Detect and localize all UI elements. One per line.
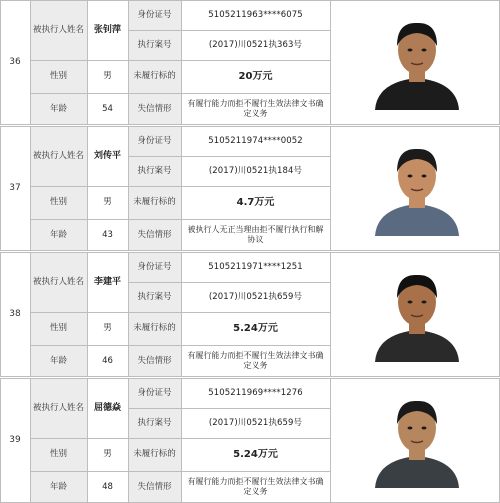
grid-line bbox=[87, 378, 88, 503]
grid-line bbox=[30, 438, 330, 439]
grid-line bbox=[30, 345, 330, 346]
grid-line bbox=[87, 126, 88, 251]
unfulfilled-amount: 5.24万元 bbox=[181, 312, 330, 345]
grid-line bbox=[0, 126, 500, 127]
portrait-photo bbox=[330, 378, 500, 503]
id-number-label: 身份证号 bbox=[128, 0, 181, 30]
grid-line bbox=[330, 126, 331, 251]
id-number: 5105211971****1251 bbox=[181, 252, 330, 282]
dishonesty-label: 失信情形 bbox=[128, 345, 181, 377]
gender-value: 男 bbox=[87, 312, 128, 345]
record-index: 36 bbox=[0, 0, 30, 125]
unfulfilled-amount: 4.7万元 bbox=[181, 186, 330, 219]
grid-line bbox=[0, 252, 500, 253]
id-number-label: 身份证号 bbox=[128, 252, 181, 282]
grid-line bbox=[330, 0, 331, 125]
unfulfilled-label: 未履行标的 bbox=[128, 186, 181, 219]
photo-eye bbox=[408, 301, 413, 304]
grid-line bbox=[128, 0, 129, 125]
record-index: 37 bbox=[0, 126, 30, 251]
id-number: 5105211974****0052 bbox=[181, 126, 330, 156]
case-number: (2017)川0521执659号 bbox=[181, 408, 330, 438]
grid-line bbox=[0, 376, 500, 377]
photo-eye bbox=[422, 49, 427, 52]
dishonesty-label: 失信情形 bbox=[128, 219, 181, 251]
id-number: 5105211969****1276 bbox=[181, 378, 330, 408]
portrait-photo bbox=[330, 0, 500, 125]
case-number: (2017)川0521执363号 bbox=[181, 30, 330, 60]
age-label: 年龄 bbox=[30, 471, 87, 503]
executee-name-label: 被执行人姓名 bbox=[30, 0, 87, 60]
case-number: (2017)川0521执184号 bbox=[181, 156, 330, 186]
age-label: 年龄 bbox=[30, 345, 87, 377]
grid-line bbox=[30, 219, 330, 220]
executee-name: 屈德焱 bbox=[87, 378, 128, 438]
record-block bbox=[0, 378, 500, 503]
case-number-label: 执行案号 bbox=[128, 156, 181, 186]
grid-line bbox=[30, 378, 31, 503]
grid-line bbox=[128, 378, 129, 503]
grid-line bbox=[181, 378, 182, 503]
unfulfilled-amount: 20万元 bbox=[181, 60, 330, 93]
case-number-label: 执行案号 bbox=[128, 282, 181, 312]
id-number-label: 身份证号 bbox=[128, 126, 181, 156]
grid-line bbox=[181, 252, 182, 377]
gender-value: 男 bbox=[87, 438, 128, 471]
gender-value: 男 bbox=[87, 186, 128, 219]
gender-label: 性别 bbox=[30, 312, 87, 345]
photo-eye bbox=[422, 175, 427, 178]
unfulfilled-label: 未履行标的 bbox=[128, 438, 181, 471]
grid-line bbox=[30, 252, 31, 377]
age-value: 43 bbox=[87, 219, 128, 251]
grid-line bbox=[30, 93, 330, 94]
age-value: 48 bbox=[87, 471, 128, 503]
portrait-photo bbox=[330, 252, 500, 377]
id-number: 5105211963****6075 bbox=[181, 0, 330, 30]
record-block bbox=[0, 126, 500, 251]
photo-eye bbox=[408, 49, 413, 52]
grid-line bbox=[330, 252, 331, 377]
grid-line bbox=[0, 0, 500, 1]
gender-label: 性别 bbox=[30, 186, 87, 219]
age-value: 54 bbox=[87, 93, 128, 125]
grid-line bbox=[128, 252, 129, 377]
executee-name: 刘传平 bbox=[87, 126, 128, 186]
grid-line bbox=[181, 126, 182, 251]
record-index: 39 bbox=[0, 378, 30, 503]
grid-line bbox=[30, 312, 330, 313]
dishonesty-value: 被执行人无正当理由拒不履行执行和解协议 bbox=[181, 219, 330, 251]
grid-line bbox=[0, 250, 500, 251]
age-label: 年龄 bbox=[30, 93, 87, 125]
portrait-photo bbox=[330, 126, 500, 251]
case-number-label: 执行案号 bbox=[128, 30, 181, 60]
grid-line bbox=[87, 252, 88, 377]
grid-line bbox=[30, 471, 330, 472]
portrait-image bbox=[330, 126, 500, 251]
photo-eye bbox=[408, 175, 413, 178]
grid-line bbox=[181, 0, 182, 125]
grid-line bbox=[128, 126, 129, 251]
grid-line bbox=[128, 408, 330, 409]
grid-line bbox=[0, 378, 500, 379]
photo-eye bbox=[422, 301, 427, 304]
grid-line bbox=[128, 156, 330, 157]
photo-eye bbox=[408, 427, 413, 430]
portrait-image bbox=[330, 378, 500, 503]
dishonesty-value: 有履行能力而拒不履行生效法律文书确定义务 bbox=[181, 471, 330, 503]
executee-name-label: 被执行人姓名 bbox=[30, 378, 87, 438]
gender-label: 性别 bbox=[30, 438, 87, 471]
grid-line bbox=[0, 378, 1, 503]
record-index: 38 bbox=[0, 252, 30, 377]
id-number-label: 身份证号 bbox=[128, 378, 181, 408]
grid-line bbox=[330, 378, 331, 503]
grid-line bbox=[128, 282, 330, 283]
grid-line bbox=[0, 126, 1, 251]
case-number: (2017)川0521执659号 bbox=[181, 282, 330, 312]
record-block bbox=[0, 0, 500, 125]
grid-line bbox=[87, 0, 88, 125]
record-block bbox=[0, 252, 500, 377]
grid-line bbox=[30, 186, 330, 187]
grid-line bbox=[0, 252, 1, 377]
dishonesty-value: 有履行能力而拒不履行生效法律文书确定义务 bbox=[181, 345, 330, 377]
gender-value: 男 bbox=[87, 60, 128, 93]
executee-name: 张钊萍 bbox=[87, 0, 128, 60]
unfulfilled-label: 未履行标的 bbox=[128, 312, 181, 345]
grid-line bbox=[0, 0, 1, 125]
executee-name-label: 被执行人姓名 bbox=[30, 126, 87, 186]
grid-line bbox=[30, 0, 31, 125]
dishonesty-value: 有履行能力而拒不履行生效法律文书确定义务 bbox=[181, 93, 330, 125]
dishonesty-label: 失信情形 bbox=[128, 93, 181, 125]
age-label: 年龄 bbox=[30, 219, 87, 251]
gender-label: 性别 bbox=[30, 60, 87, 93]
photo-eye bbox=[422, 427, 427, 430]
portrait-image bbox=[330, 0, 500, 125]
case-number-label: 执行案号 bbox=[128, 408, 181, 438]
executee-name-label: 被执行人姓名 bbox=[30, 252, 87, 312]
grid-line bbox=[30, 126, 31, 251]
executee-name: 李建平 bbox=[87, 252, 128, 312]
grid-line bbox=[0, 124, 500, 125]
unfulfilled-label: 未履行标的 bbox=[128, 60, 181, 93]
unfulfilled-amount: 5.24万元 bbox=[181, 438, 330, 471]
dishonesty-label: 失信情形 bbox=[128, 471, 181, 503]
age-value: 46 bbox=[87, 345, 128, 377]
grid-line bbox=[30, 60, 330, 61]
grid-line bbox=[128, 30, 330, 31]
portrait-image bbox=[330, 252, 500, 377]
